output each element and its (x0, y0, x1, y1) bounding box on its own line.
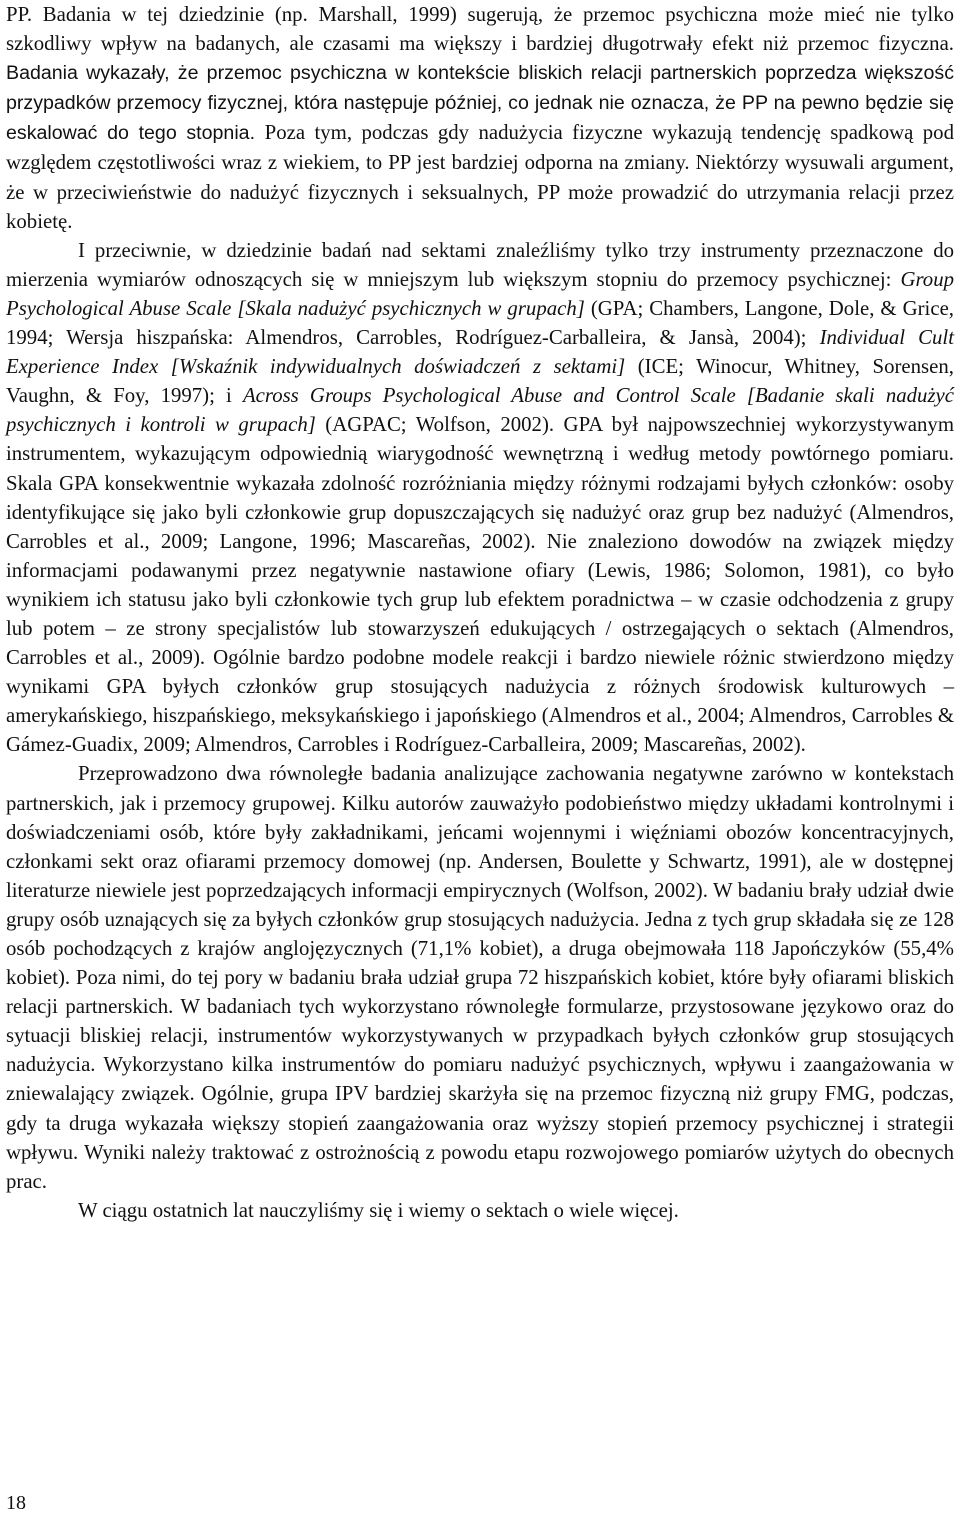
paragraph-2-text-3: (ICE; Winocur, Whitney, Sorensen, Vaughn, & Foy, 1997); i (6, 355, 954, 408)
paragraph-parallel-studies: Przeprowadzono dwa równoległe badania analizujące zachowania negatywne zarówno w kontekstach partnerskich, jak i przemocy grupowej. Kilku autorów zauważyło podobieństwo między układami kontrolnymi i doświadczeniami osób, które były zakładnikami, jeńcami wojennymi i więźniami obozów koncentracyjnych, członkami sekt oraz ofiarami przemocy domowej (np. Andersen, Boulette y Schwartz, 1991), ale w dostępnej literaturze niewiele jest poprzedzających informacji empirycznych (Wolfson, 2002). W badaniu brały udział dwie grupy osób uznających się za byłych członków grup stosujących nadużycia. Jedna z tych grup składała się ze 128 osób pochodzących z krajów anglojęzycznych (71,1% kobiet), a druga obejmowała 118 Japończyków (55,4% kobiet). Poza nimi, do tej pory w badaniu brała udział grupa 72 hiszpańskich kobiet, które były ofiarami bliskich relacji partnerskich. W badaniach tych wykorzystano równoległe formularze, przystosowane językowo oraz do sytuacji bliskiej relacji, instrumentów wykorzystywanych w przypadkach byłych członków grup stosujących nadużycia. Wykorzystano kilka instrumentów do pomiaru nadużyć psychicznych, wpływu i zaangażowania w zniewalający związek. Ogólnie, grupa IPV bardziej skarżyła się na przemoc fizyczną niż grupy FMG, podczas, gdy ta druga wykazała większy stopień zaangażowania oraz wyższy stopień przemocy psychicznej i strategii wpływu. Wyniki należy traktować z ostrożnością z powodu etapu rozwojowego pomiarów użytych do obecnych prac. (6, 762, 954, 1193)
paragraph-2-text-2: (GPA; Chambers, Langone, Dole, & Grice, 1994; Wersja hiszpańska: Almendros, Carrobles, Rodríguez-Carballeira, & Jansà, 2004); (6, 296, 954, 350)
paragraph-1-part-2: Badania wykazały, że przemoc psychiczna w kontekście bliskich relacji partnerskich poprzedza większość przypadków przemocy fizycznej, która następuje później, co jednak nie oznacza, że PP na pewno będzie się eskalować do tego stopnia. (6, 62, 954, 145)
agpac-scale-title: Across Groups Psychological Abuse and Control Scale [Badanie skali nadużyć psychicznych i kontroli w grupach] (6, 384, 954, 437)
paragraph-closing: W ciągu ostatnich lat nauczyliśmy się i wiemy o sektach o wiele więcej. (78, 1198, 679, 1222)
ice-index-title: Individual Cult Experience Index [Wskaźnik indywidualnych doświadczeń z sektami] (6, 326, 954, 379)
paragraph-cult-instruments (6, 236, 954, 760)
paragraph-2-text-4: (AGPAC; Wolfson, 2002). GPA był najpowszechniej wykorzystywanym instrumentem, wykazującym odpowiednią wiarygodność wewnętrzną i według metody powtórnego pomiaru. Skala GPA konsekwentnie wykazała zdolność rozróżniania między różnymi rodzajami byłych członków: osoby identyfikujące się jako byli członkowie grup dopuszczających się nadużyć oraz grup bez nadużyć (Almendros, Carrobles et al., 2009; Langone, 1996; Mascareñas, 2002). Nie znaleziono dowodów na związek między informacjami podawanymi przez negatywnie nastawione ofiary (Lewis, 1986; Solomon, 1981), co było wynikiem ich statusu jako byli członkowie tych grup lub efektem poradnictwa – w czasie odchodzenia z grupy lub potem – ze strony specjalistów lub stowarzyszeń edukujących / ostrzegających o sektach (Almendros, Carrobles et al., 2009). Ogólnie bardzo podobne modele reakcji i bardzo niewiele różnic stwierdzono między wynikami GPA byłych członków grup stosujących nadużycia z różnych środowisk kulturowych – amerykańskiego, hiszpańskiego, meksykańskiego i japońskiego (Almendros et al., 2004; Almendros, Carrobles & Gámez-Guadix, 2009; Almendros, Carrobles i Rodríguez-Carballeira, 2009; Mascareñas, 2002). (6, 413, 954, 757)
paragraph-1-part-3: Poza tym, podczas gdy nadużycia fizyczne wykazują tendencję spadkową pod względem częstotliwości wraz z wiekiem, to PP jest bardziej odporna na zmiany. (6, 121, 954, 175)
paragraph-psychological-abuse (6, 0, 954, 236)
document-page (6, 0, 954, 1225)
paragraph-2-text-1: I przeciwnie, w dziedzinie badań nad sektami znaleźliśmy tylko trzy instrumenty przeznaczone do mierzenia wymiarów odnoszących się w mniejszym lub większym stopniu do przemocy psychicznej: (6, 238, 954, 291)
paragraph-1-part-1: PP. Badania w tej dziedzinie (np. Marshall, 1999) sugerują, że przemoc psychiczna może mieć nie tylko szkodliwy wpływ na badanych, ale czasami ma większy i bardziej długotrwały efekt niż przemoc fizyczna. (6, 3, 954, 56)
gpa-scale-title: Group Psychological Abuse Scale [Skala nadużyć psychicznych w grupach] (6, 267, 954, 320)
page-number: 18 (6, 1492, 26, 1514)
paragraph-1-part-4: Niektórzy wysuwali argument, że w przeciwieństwie do nadużyć fizycznych i seksualnych, PP może prowadzić do utrzymania relacji przez kobietę. (6, 151, 954, 233)
